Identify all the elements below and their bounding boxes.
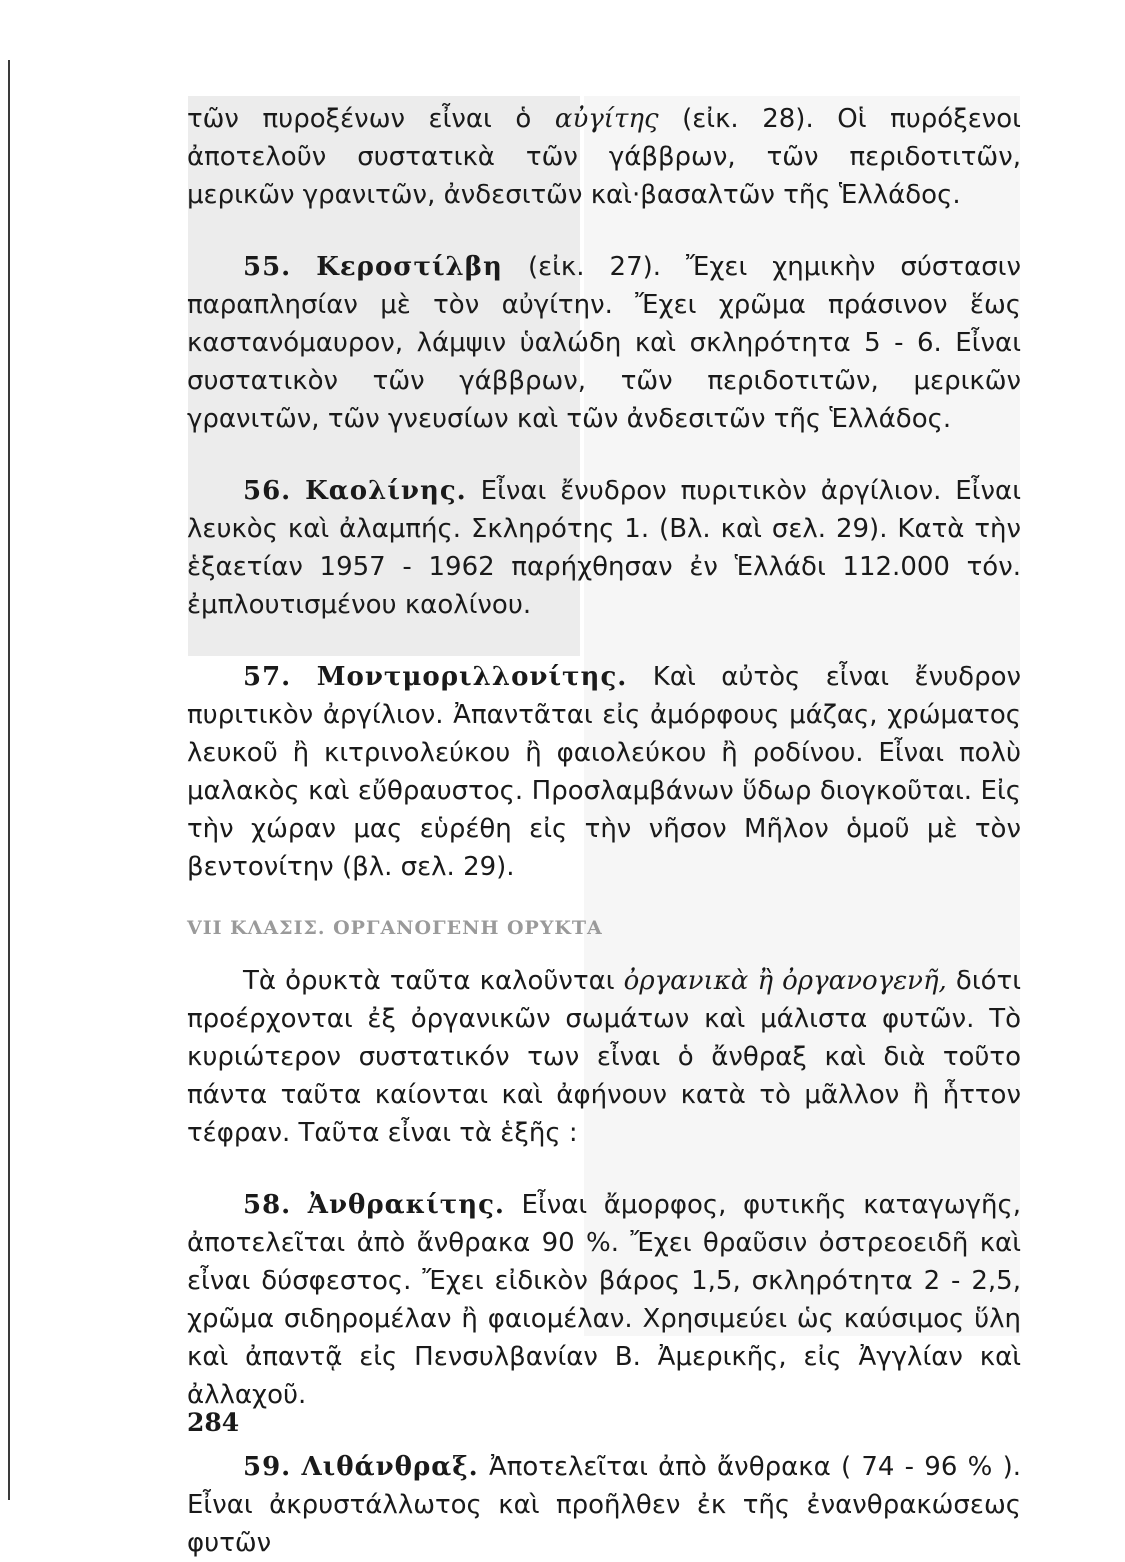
page-edge [8, 60, 10, 1500]
entry-term: Ἀνθρακίτης. [307, 1190, 505, 1220]
section-text-2: διότι προέρχονται ἐξ ὀργανικῶν σωμάτων καὶ μάλιστα φυτῶν. Τὸ κυριώτερον συστατικόν των εἶναι ὁ ἄνθραξ καὶ διὰ τοῦτο πάντα ταῦτα καίονται καὶ ἀφήνουν κατὰ τὸ μᾶλλον ἢ ἧττον τέφραν. Ταῦτα εἶναι τὰ ἑξῆς : [187, 966, 1021, 1148]
entry-number: 55. [243, 252, 292, 282]
section-heading: VII ΚΛΑΣΙΣ. ΟΡΓΑΝΟΓΕΝΗ ΟΡΥΚΤΑ [187, 917, 603, 939]
intro-paragraph [187, 100, 1021, 214]
entry-text: Εἶναι ἄμορφος, φυτικῆς καταγωγῆς, ἀποτελεῖται ἀπὸ ἄνθρακα 90 %. Ἔχει θραῦσιν ὀστρεοειδῆ καὶ εἶναι δύσφεστος. Ἔχει εἰδικὸν βάρος 1,5, σκληρότητα 2 - 2,5, χρῶμα σιδηρομέλαν ἢ φαιομέλαν. Χρησιμεύει ὡς καύσιμος ὕλη καὶ ἀπαντᾷ εἰς Πενσυλβανίαν Β. Ἀμερικῆς, εἰς Ἀγγλίαν καὶ ἀλλαχοῦ. [187, 1190, 1022, 1410]
entry-text: Ἀποτελεῖται ἀπὸ ἄνθρακα ( 74 - 96 % ). Εἶναι ἀκρυστάλλωτος καὶ προῆλθεν ἐκ τῆς ἐνανθρακώσεως φυτῶν [187, 1452, 1021, 1558]
entry-text: (εἰκ. 27). Ἔχει χημικὴν σύστασιν παραπλησίαν μὲ τὸν αὐγίτην. Ἔχει χρῶμα πράσινον ἕως καστανόμαυρον, λάμψιν ὑαλώδη καὶ σκληρότητα 5 - 6. Εἶναι συστατικὸν τῶν γάββρων, τῶν περιδοτιτῶν, μερικῶν γρανιτῶν, τῶν γνευσίων καὶ τῶν ἀνδεσιτῶν τῆς Ἑλλάδος. [187, 252, 1022, 434]
entry-56 [187, 472, 1021, 624]
entry-term: Μοντμοριλλονίτης. [316, 662, 628, 692]
section-text: Τὰ ὀρυκτὰ ταῦτα καλοῦνται [243, 966, 624, 996]
entry-number: 59. [243, 1452, 292, 1482]
intro-text-2: (εἰκ. 28). Οἱ πυρόξενοι ἀποτελοῦν συστατικὰ τῶν γάββρων, τῶν περιδοτιτῶν, μερικῶν γρανιτῶν, ἀνδεσιτῶν καὶ·βασαλτῶν τῆς Ἑλλάδος. [187, 104, 1021, 210]
section-intro [187, 962, 1021, 1152]
page-number: 284 [187, 1408, 240, 1437]
entry-text: Καὶ αὐτὸς εἶναι ἔνυδρον πυριτικὸν ἀργίλιον. Ἀπαντᾶται εἰς ἀμόρφους μάζας, χρώματος λευκοῦ ἢ κιτρινολεύκου ἢ φαιολεύκου ἢ ροδίνου. Εἶναι πολὺ μαλακὸς καὶ εὔθραυστος. Προσλαμβάνων ὕδωρ διογκοῦται. Εἰς τὴν χώραν μας εὑρέθη εἰς τὴν νῆσον Μῆλον ὁμοῦ μὲ τὸν βεντονίτην (βλ. σελ. 29). [187, 662, 1022, 882]
intro-text: τῶν πυροξένων εἶναι ὁ [187, 104, 555, 134]
intro-italic: αὐγίτης [554, 104, 659, 134]
entry-term: Λιθάνθραξ. [301, 1452, 479, 1482]
entry-number: 56. [243, 476, 292, 506]
entry-55 [187, 248, 1021, 438]
entry-text: Εἶναι ἔνυδρον πυριτικὸν ἀργίλιον. Εἶναι λευκὸς καὶ ἀλαμπής. Σκληρότης 1. (Βλ. καὶ σελ. 29). Κατὰ τὴν ἑξαετίαν 1957 - 1962 παρήχθησαν ἐν Ἑλλάδι 112.000 τόν. ἐμπλουτισμένου καολίνου. [187, 476, 1021, 620]
entry-number: 58. [243, 1190, 292, 1220]
entry-term: Κεροστίλβη [316, 252, 503, 282]
entry-term: Καολίνης. [305, 476, 467, 506]
entry-57 [187, 658, 1021, 886]
section-italic: ὀργανικὰ ἢ ὀργανογενῆ, [623, 966, 947, 996]
entry-58 [187, 1186, 1021, 1414]
page-body [187, 100, 1021, 1562]
entry-59 [187, 1448, 1021, 1562]
entry-number: 57. [243, 662, 292, 692]
